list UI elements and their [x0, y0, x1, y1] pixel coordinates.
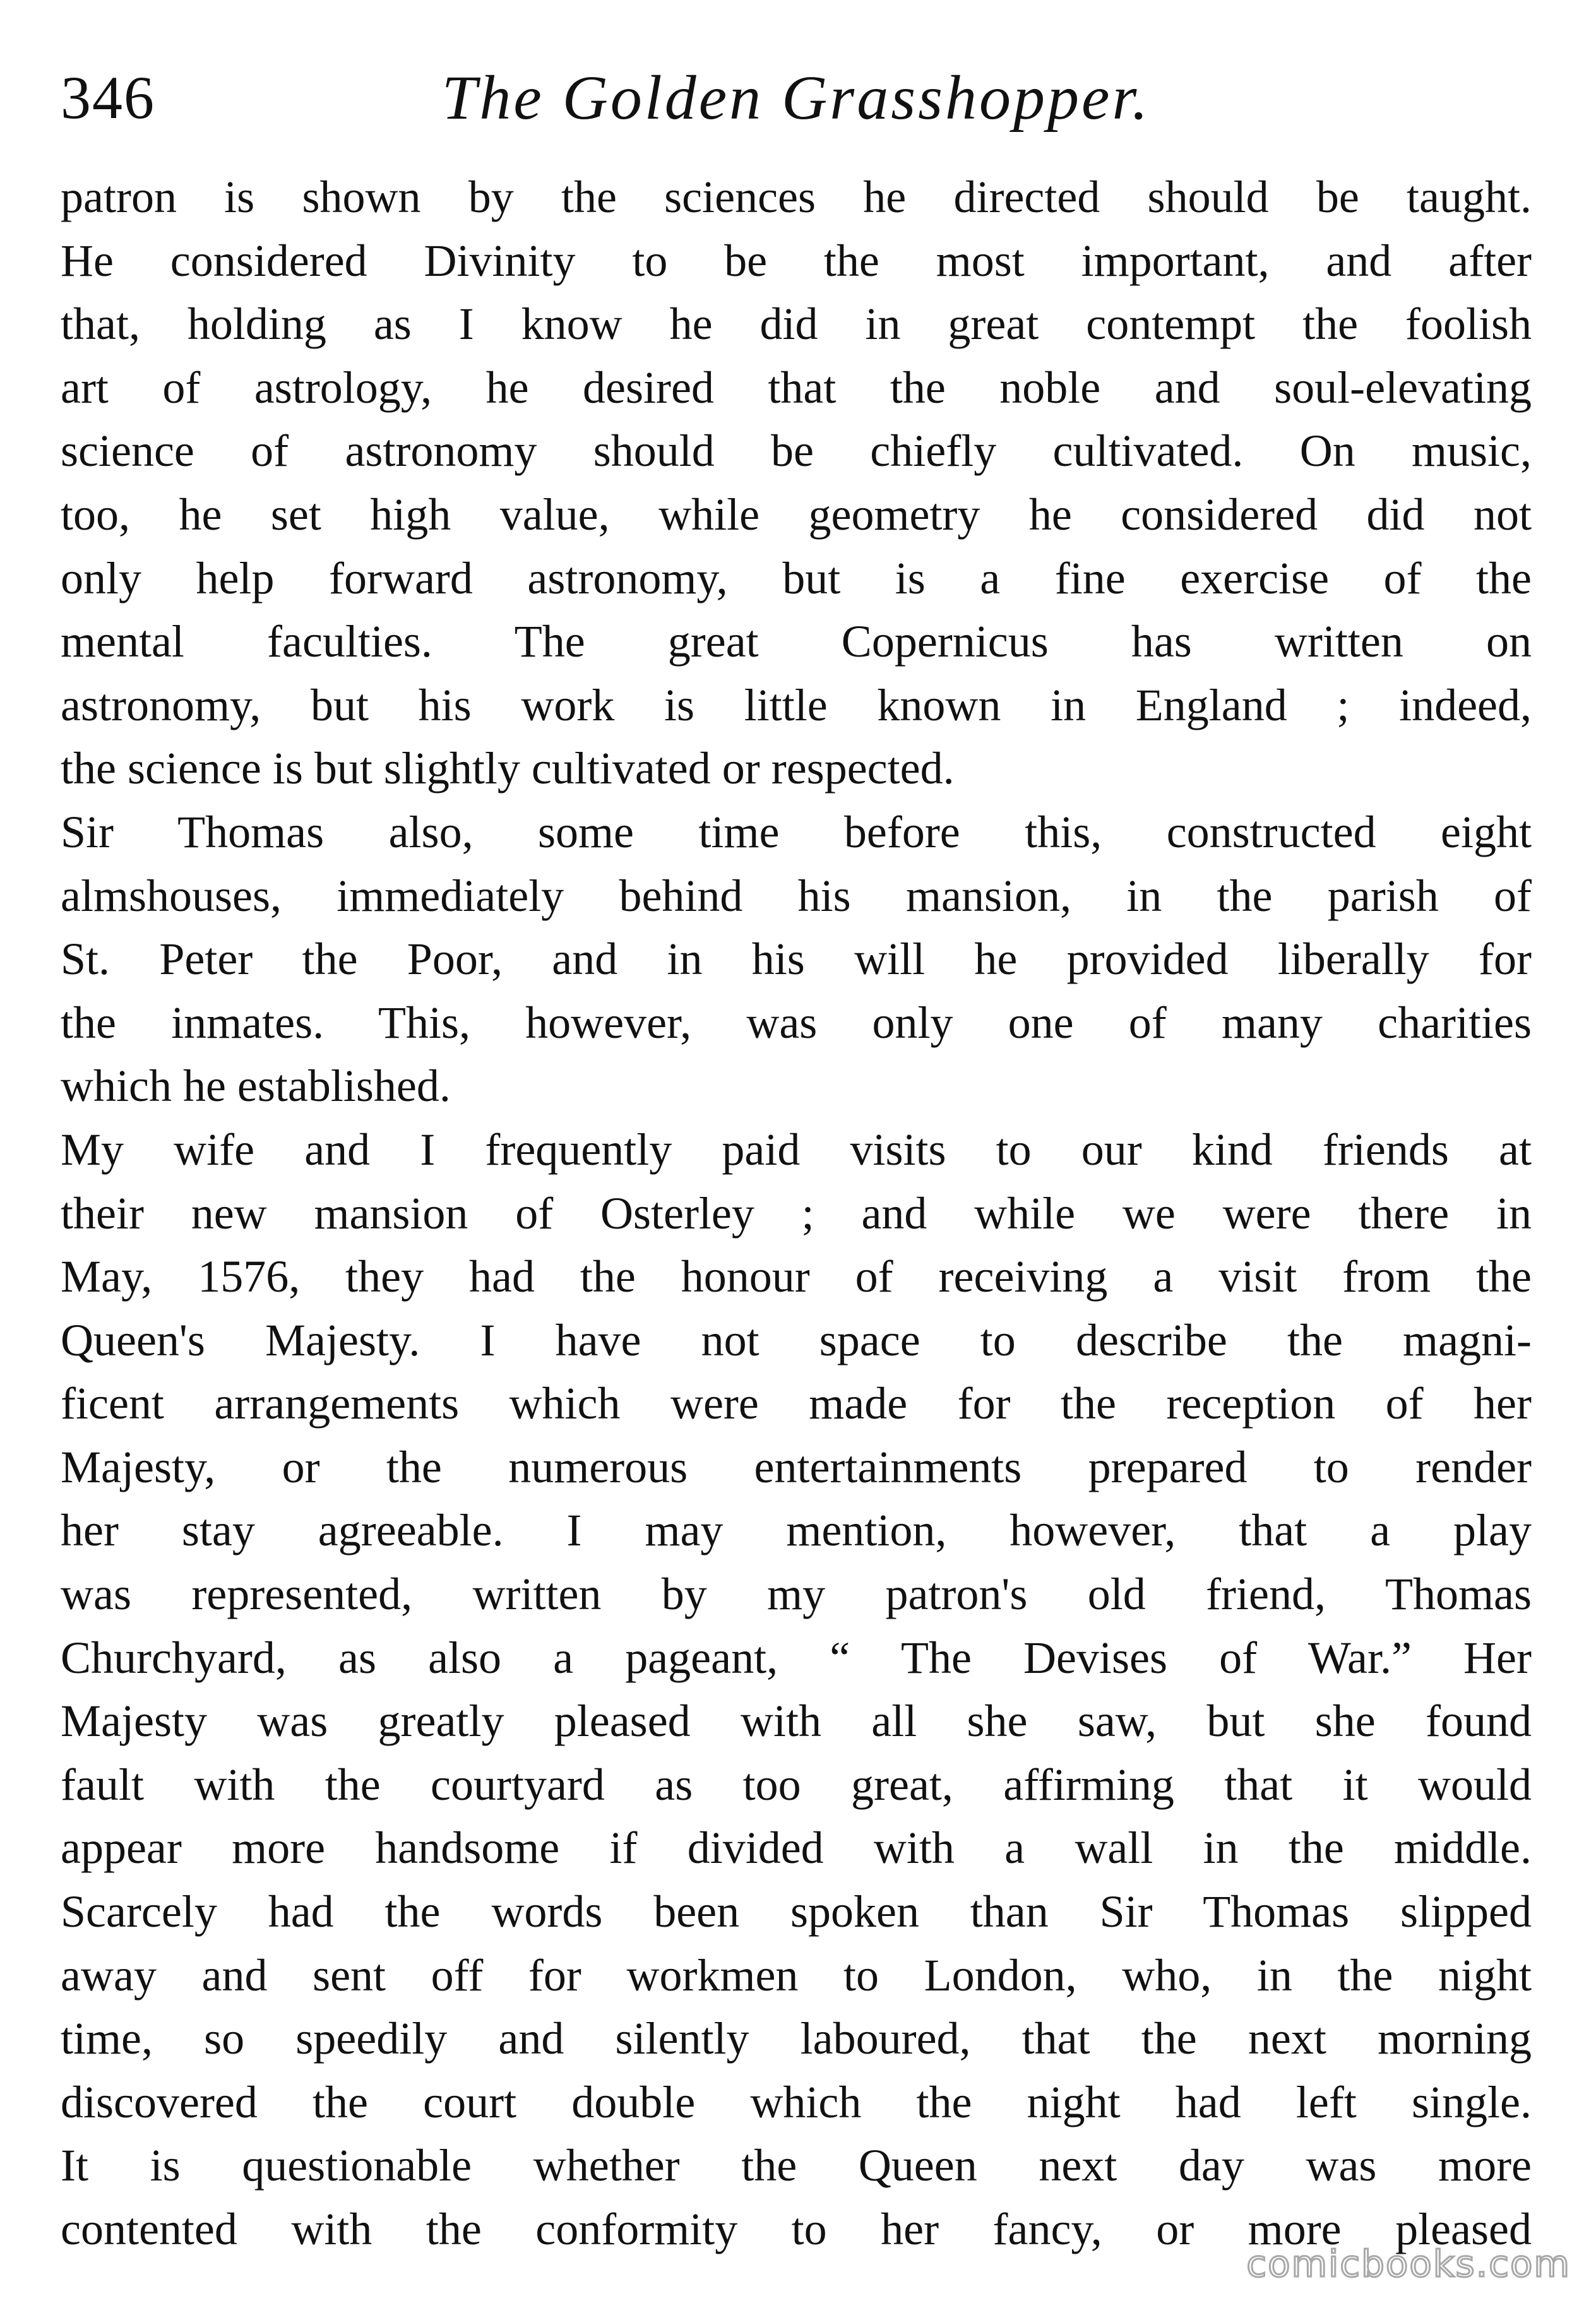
text-line: which he established. — [61, 1061, 451, 1112]
text-line: time, so speedily and silently laboured, that the next morning — [61, 2013, 1532, 2064]
text-line: art of astrology, he desired that the noble and soul-elevating — [61, 362, 1532, 413]
text-line: her stay agreeable. I may mention, however, that a play — [61, 1505, 1532, 1556]
running-title: The Golden Grasshopper. — [441, 62, 1151, 133]
text-line: mental faculties. The great Copernicus has written on — [61, 616, 1532, 667]
text-line: May, 1576, they had the honour of receiving a visit from the — [61, 1251, 1532, 1302]
paragraph-3 — [61, 1118, 1532, 2261]
text-line: science of astronomy should be chiefly cultivated. On music, — [61, 425, 1532, 477]
text-line: Majesty was greatly pleased with all she saw, but she found — [61, 1696, 1532, 1747]
page-number: 346 — [61, 64, 155, 131]
text-line: My wife and I frequently paid visits to our kind friends at — [61, 1124, 1532, 1175]
text-line: appear more handsome if divided with a wall in the middle. — [61, 1823, 1532, 1874]
text-line: patron is shown by the sciences he directed should be taught. — [61, 172, 1532, 222]
text-line: the science is but slightly cultivated or respected. — [61, 743, 955, 794]
paragraph-1 — [61, 165, 1532, 800]
paragraph-2 — [61, 800, 1532, 1118]
text-line: Sir Thomas also, some time before this, constructed eight — [61, 806, 1532, 857]
text-line: only help forward astronomy, but is a fine exercise of the — [61, 552, 1532, 604]
text-line: St. Peter the Poor, and in his will he provided liberally for — [61, 934, 1532, 985]
text-line: discovered the court double which the night had left single. — [61, 2076, 1532, 2127]
text-line: their new mansion of Osterley ; and while we were there in — [61, 1187, 1532, 1239]
text-line: the inmates. This, however, was only one of many charities — [61, 997, 1532, 1048]
text-line: astronomy, but his work is little known in England ; indeed, — [61, 679, 1532, 730]
text-line: contented with the conformity to her fancy, or more pleased — [61, 2204, 1532, 2254]
text-line: almshouses, immediately behind his mansion, in the parish of — [61, 870, 1532, 921]
text-line: fault with the courtyard as too great, affirming that it would — [61, 1759, 1532, 1810]
text-line: Churchyard, as also a pageant, “ The Devises of War.” Her — [61, 1632, 1532, 1683]
text-line: too, he set high value, while geometry he considered did not — [61, 489, 1532, 540]
body-text — [61, 165, 1532, 2261]
text-line: It is questionable whether the Queen next day was more — [61, 2140, 1532, 2191]
text-line: was represented, written by my patron's old friend, Thomas — [61, 1569, 1532, 1620]
text-line: away and sent off for workmen to London, who, in the night — [61, 1949, 1532, 2001]
text-line: He considered Divinity to be the most important, and after — [61, 235, 1532, 286]
text-line: Scarcely had the words been spoken than Sir Thomas slipped — [61, 1886, 1532, 1937]
text-line: that, holding as I know he did in great contempt the foolish — [61, 299, 1532, 350]
text-line: Majesty, or the numerous entertainments prepared to render — [61, 1441, 1532, 1492]
text-line: Queen's Majesty. I have not space to describe the magni- — [61, 1314, 1532, 1365]
text-line: ficent arrangements which were made for the reception of her — [61, 1378, 1532, 1429]
watermark: comicbooks.com — [1246, 2242, 1571, 2285]
page-header — [61, 51, 1532, 145]
